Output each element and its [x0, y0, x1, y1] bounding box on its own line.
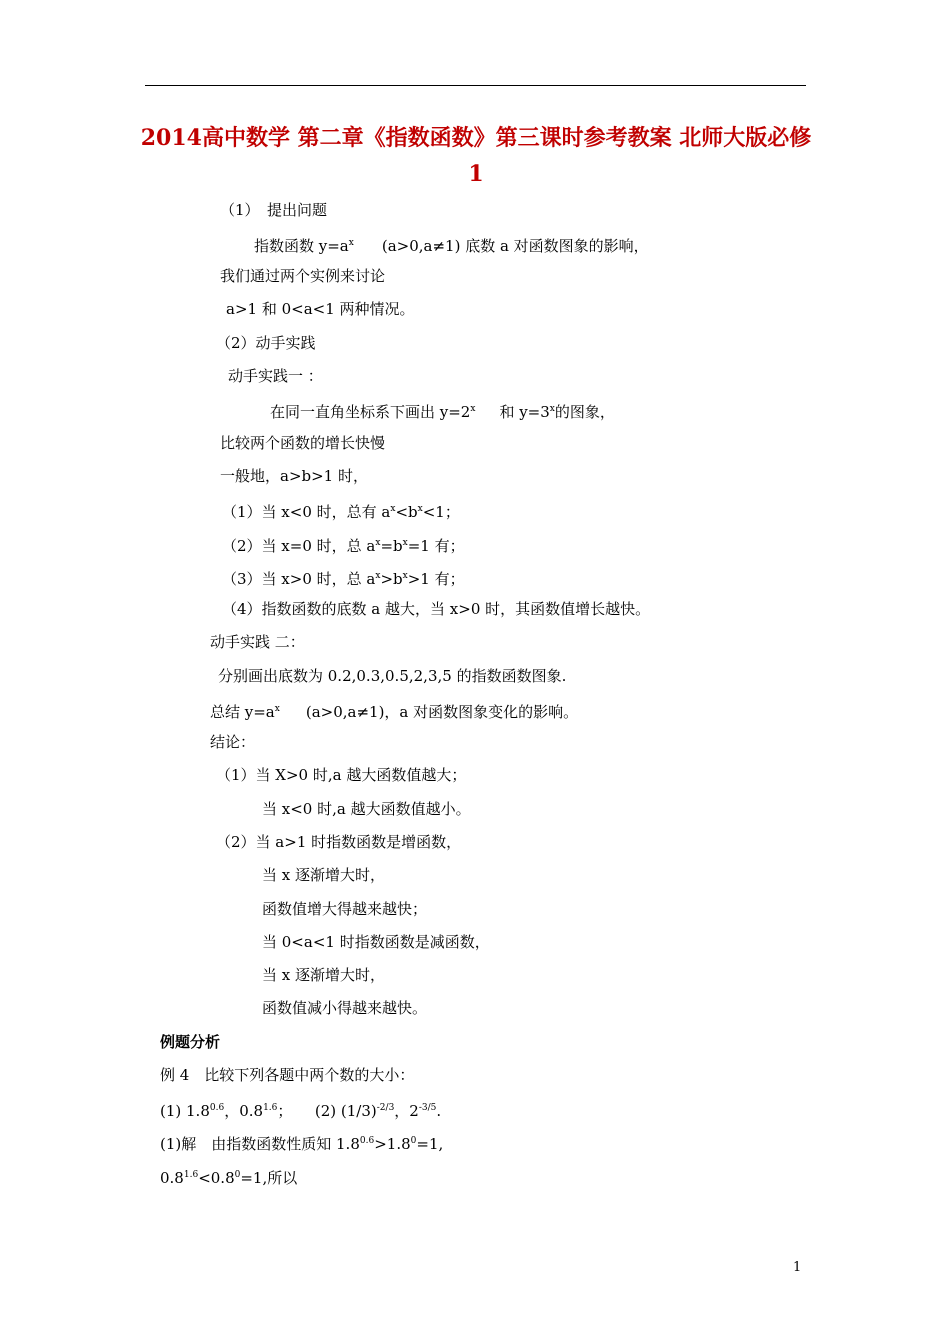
superscript: 1.6 — [183, 1170, 199, 1180]
text-line: 我们通过两个实例来讨论 — [220, 267, 386, 285]
superscript: -2/3 — [376, 1103, 395, 1113]
text-span: 在同一直角坐标系下画出 y=2 — [270, 403, 471, 421]
text-span: <1； — [422, 503, 460, 521]
document-title: 2014高中数学 第二章《指数函数》第三课时参考教案 北师大版必修1 — [140, 125, 812, 187]
text-line: （1） 提出问题 — [220, 201, 328, 219]
text-span: 和 y=3 — [499, 403, 550, 421]
text-line: 例 4 比较下列各题中两个数的大小： — [160, 1066, 415, 1084]
text-span: >1 有； — [407, 570, 465, 588]
text-span: 总结 y=a — [210, 703, 275, 721]
superscript: 0.6 — [209, 1103, 225, 1113]
text-line: 动手实践一 ： — [228, 367, 323, 385]
text-span: =1, — [416, 1135, 444, 1153]
text-span: ，0.8 — [224, 1102, 264, 1120]
superscript: x — [274, 704, 280, 714]
text-span: >b — [380, 570, 403, 588]
superscript: x — [549, 404, 555, 414]
superscript: -3/5 — [418, 1103, 437, 1113]
text-line: 结论： — [210, 733, 256, 751]
text-span: <b — [395, 503, 418, 521]
superscript: 0 — [410, 1136, 417, 1146]
text-span: <0.8 — [198, 1169, 235, 1187]
text-line: 比较两个函数的增长快慢 — [220, 434, 386, 452]
text-line: 一般地，a>b>1 时， — [220, 467, 368, 485]
superscript: x — [470, 404, 476, 414]
text-span: =1 有； — [407, 537, 465, 555]
text-line: a>1 和 0<a<1 两种情况。 — [226, 300, 415, 318]
text-span: ； (2) (1/3) — [277, 1102, 377, 1120]
superscript: x — [402, 571, 408, 581]
text-line — [222, 499, 460, 522]
text-line — [160, 1131, 443, 1154]
header-rule — [145, 85, 806, 86]
text-line: 当 x<0 时,a 越大函数值越小。 — [262, 800, 471, 818]
text-line: 当 0<a<1 时指数函数是减函数， — [262, 933, 490, 951]
text-line: 当 x 逐渐增大时， — [262, 866, 385, 884]
text-line: （4）指数函数的底数 a 越大，当 x>0 时，其函数值增长越快。 — [222, 600, 651, 618]
text-span: . — [436, 1102, 442, 1120]
text-span: （3）当 x>0 时，总 a — [222, 570, 376, 588]
text-line: 动手实践 二： — [210, 633, 305, 651]
text-span: 0.8 — [160, 1169, 184, 1187]
text-span: (1)解 由指数函数性质知 1.8 — [160, 1135, 360, 1153]
superscript: x — [375, 571, 381, 581]
section-heading: 例题分析 — [160, 1033, 221, 1051]
superscript: x — [417, 504, 423, 514]
text-line: （1）当 X>0 时,a 越大函数值越大； — [216, 766, 467, 784]
text-line — [160, 1098, 441, 1121]
text-span: 的图象， — [554, 403, 615, 421]
text-line: 函数值减小得越来越快。 — [262, 999, 428, 1017]
text-line — [270, 399, 615, 422]
text-span: >1.8 — [374, 1135, 411, 1153]
text-line: （2）动手实践 — [216, 334, 316, 352]
text-span: =1,所以 — [240, 1169, 298, 1187]
text-line: 分别画出底数为 0.2,0.3,0.5,2,3,5 的指数函数图象. — [218, 667, 567, 685]
text-line — [210, 699, 578, 722]
text-span: =b — [380, 537, 403, 555]
text-line — [222, 566, 465, 589]
superscript: x — [390, 504, 396, 514]
text-line — [254, 233, 649, 256]
page-number: 1 — [793, 1260, 802, 1275]
text-span: (1) 1.8 — [160, 1102, 210, 1120]
text-line — [160, 1165, 297, 1188]
superscript: x — [402, 538, 408, 548]
text-span: （1）当 x<0 时，总有 a — [222, 503, 391, 521]
text-span: 指数函数 y=a — [254, 237, 349, 255]
superscript: 1.6 — [263, 1103, 278, 1113]
superscript: 0.6 — [359, 1136, 375, 1146]
superscript: x — [375, 538, 381, 548]
text-line — [222, 533, 465, 556]
text-span: ，2 — [394, 1102, 419, 1120]
text-span: (a>0,a≠1)，a 对函数图象变化的影响。 — [305, 703, 579, 721]
text-span: （2）当 x=0 时，总 a — [222, 537, 376, 555]
text-line: （2）当 a>1 时指数函数是增函数， — [216, 833, 462, 851]
text-line: 当 x 逐渐增大时， — [262, 966, 385, 984]
text-line: 函数值增大得越来越快； — [262, 900, 428, 918]
superscript: x — [348, 238, 354, 248]
superscript: 0 — [234, 1170, 241, 1180]
text-span: (a>0,a≠1) 底数 a 对函数图象的影响， — [381, 237, 649, 255]
